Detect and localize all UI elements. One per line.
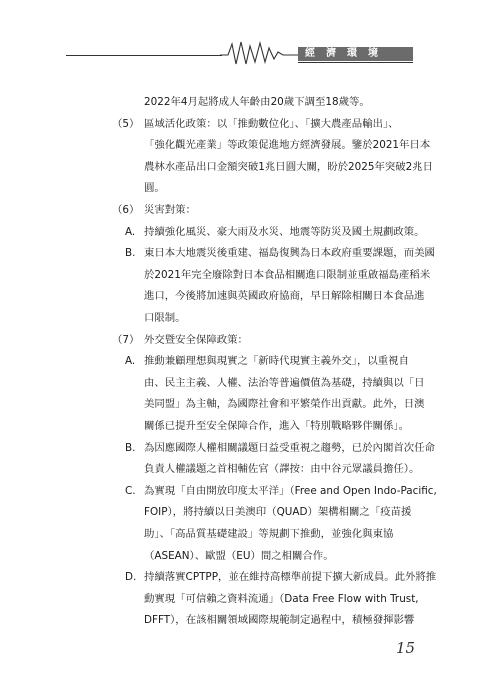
heartbeat-wave-icon [220, 40, 300, 66]
text-line: 「強化觀光產業」等政策促進地方經濟發展。鑒於2021年日本 [144, 139, 431, 152]
text-line: FOIP），將持續以日美澳印（QUAD）架構相關之「疫苗援 [144, 506, 412, 519]
text-line: 於2021年完全廢除對日本食品相關進口限制並重啟福島產稻米 [144, 268, 431, 281]
text-line: DFFT），在該相關領域國際規範制定過程中，積極發揮影響 [144, 614, 415, 627]
page-number: 15 [396, 639, 416, 657]
text-line: 農林水產品出口金額突破1兆日圓大關，盼於2025年突破2兆日 [144, 160, 434, 173]
list-marker: C. [125, 484, 136, 497]
list-marker: （7） [112, 333, 140, 346]
list-marker: （5） [112, 117, 140, 130]
list-marker: （6） [112, 204, 140, 216]
header-title: 經濟環境 [305, 48, 389, 59]
text-line: 負責人權議題之首相輔佐官（譯按：由中谷元眾議員擔任）。 [144, 463, 420, 476]
header-rule-right [298, 62, 413, 63]
header-rule-left [66, 55, 222, 56]
text-line: （ASEAN）、歐盟（EU）間之相關合作。 [144, 549, 334, 562]
list-marker: B. [125, 441, 136, 454]
list-marker: A. [125, 225, 136, 238]
text-line: 進口，今後將加速與英國政府協商，早日解除相關日本食品進 [144, 290, 425, 303]
text-line: 由、民主主義、人權、法治等普遍價值為基礎，持續與以「日 [144, 376, 425, 389]
text-line: 口限制。 [144, 312, 186, 324]
text-line: 美同盟」為主軸，為國際社會和平繁榮作出貢獻。此外，日澳 [144, 398, 425, 411]
text-line: 2022年4月起將成人年齡由20歲下調至18歲等。 [144, 96, 370, 108]
list-marker: D. [125, 571, 137, 584]
text-line: 關係已提升至安全保障合作，進入「特別戰略夥伴關係」。 [144, 420, 409, 432]
list-marker: B. [125, 247, 136, 260]
text-line: 助」、「高品質基礎建設」等規劃下推動，並強化與東協 [144, 528, 394, 540]
text-line: 圓。 [144, 182, 165, 195]
text-line: 動實現「可信賴之資料流通」（Data Free Flow with Trust, [144, 592, 419, 605]
list-marker: A. [125, 355, 136, 368]
